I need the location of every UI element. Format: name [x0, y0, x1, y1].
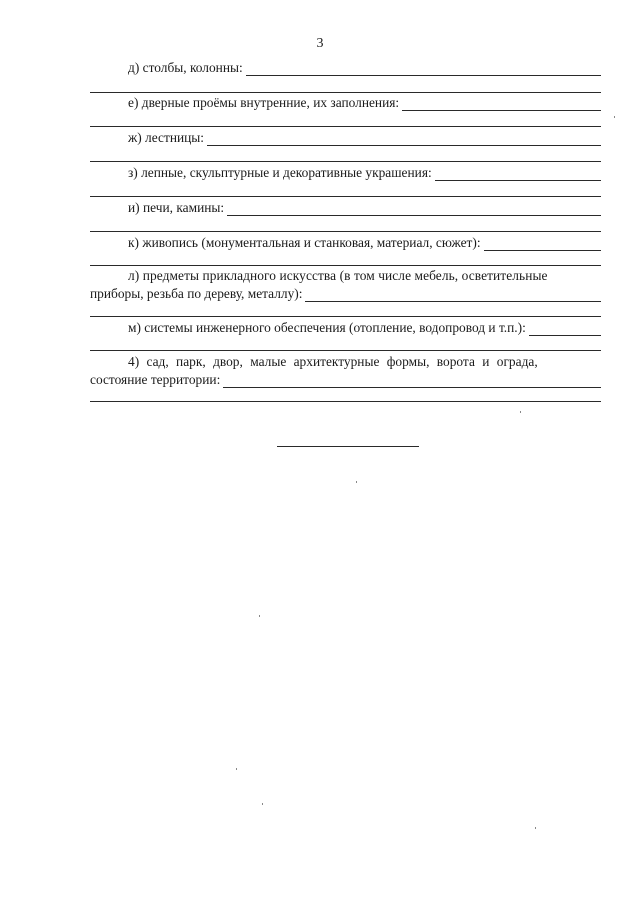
item-applied-art-label-2: приборы, резьба по дереву, металлу): [90, 286, 303, 301]
item-decorations-label: з) лепные, скульптурные и декоративные украшения: [128, 165, 432, 180]
item-applied-art-blank-line[interactable] [90, 316, 601, 317]
item-stoves-label: и) печи, камины: [128, 200, 225, 215]
item-doorways-blank-line[interactable] [90, 126, 601, 127]
scan-speck [259, 615, 260, 617]
item-stairs-label: ж) лестницы: [128, 130, 205, 145]
scan-speck [535, 827, 536, 829]
item-applied-art-line1 [128, 268, 601, 284]
item-stoves-blank[interactable] [227, 203, 601, 216]
item-stairs [128, 130, 601, 146]
scan-speck [614, 116, 615, 118]
item-painting-blank[interactable] [484, 238, 601, 251]
scan-speck [520, 411, 521, 413]
item-applied-art-blank[interactable] [305, 289, 601, 302]
section-4-label-2: состояние территории: [90, 372, 221, 387]
item-stoves-blank-line[interactable] [90, 231, 601, 232]
item-engineering [128, 320, 601, 336]
section-4-blank-line[interactable] [90, 401, 601, 402]
item-stairs-blank-line[interactable] [90, 161, 601, 162]
item-decorations-blank[interactable] [435, 168, 601, 181]
item-doorways-blank[interactable] [402, 98, 601, 111]
item-doorways [128, 95, 601, 111]
item-engineering-blank-line[interactable] [90, 350, 601, 351]
item-applied-art-label-1: л) предметы прикладного искусства (в том числе мебель, осветительные [128, 268, 548, 283]
end-separator [277, 446, 419, 447]
item-columns-label: д) столбы, колонны: [128, 60, 243, 75]
item-columns [128, 60, 601, 76]
item-decorations-blank-line[interactable] [90, 196, 601, 197]
item-painting-label: к) живопись (монументальная и станковая, материал, сюжет): [128, 235, 481, 250]
item-columns-blank-line[interactable] [90, 92, 601, 93]
item-engineering-label: м) системы инженерного обеспечения (отопление, водопровод и т.п.): [128, 320, 526, 335]
item-stairs-blank[interactable] [207, 133, 601, 146]
item-decorations [128, 165, 601, 181]
item-painting-blank-line[interactable] [90, 265, 601, 266]
section-4-line1 [128, 354, 601, 370]
scan-speck [236, 768, 237, 770]
item-columns-blank[interactable] [246, 63, 601, 76]
item-applied-art-line2 [90, 286, 601, 302]
section-4-line2 [90, 372, 601, 388]
scan-speck [262, 803, 263, 805]
page-number: 3 [316, 36, 324, 51]
scan-speck [356, 481, 357, 483]
section-4-label-1: 4) сад, парк, двор, малые архитектурные формы, ворота и ограда, [128, 354, 538, 369]
item-painting [128, 235, 601, 251]
item-stoves [128, 200, 601, 216]
item-doorways-label: е) дверные проёмы внутренние, их заполнения: [128, 95, 400, 110]
item-engineering-blank[interactable] [529, 323, 601, 336]
section-4-blank[interactable] [223, 375, 601, 388]
